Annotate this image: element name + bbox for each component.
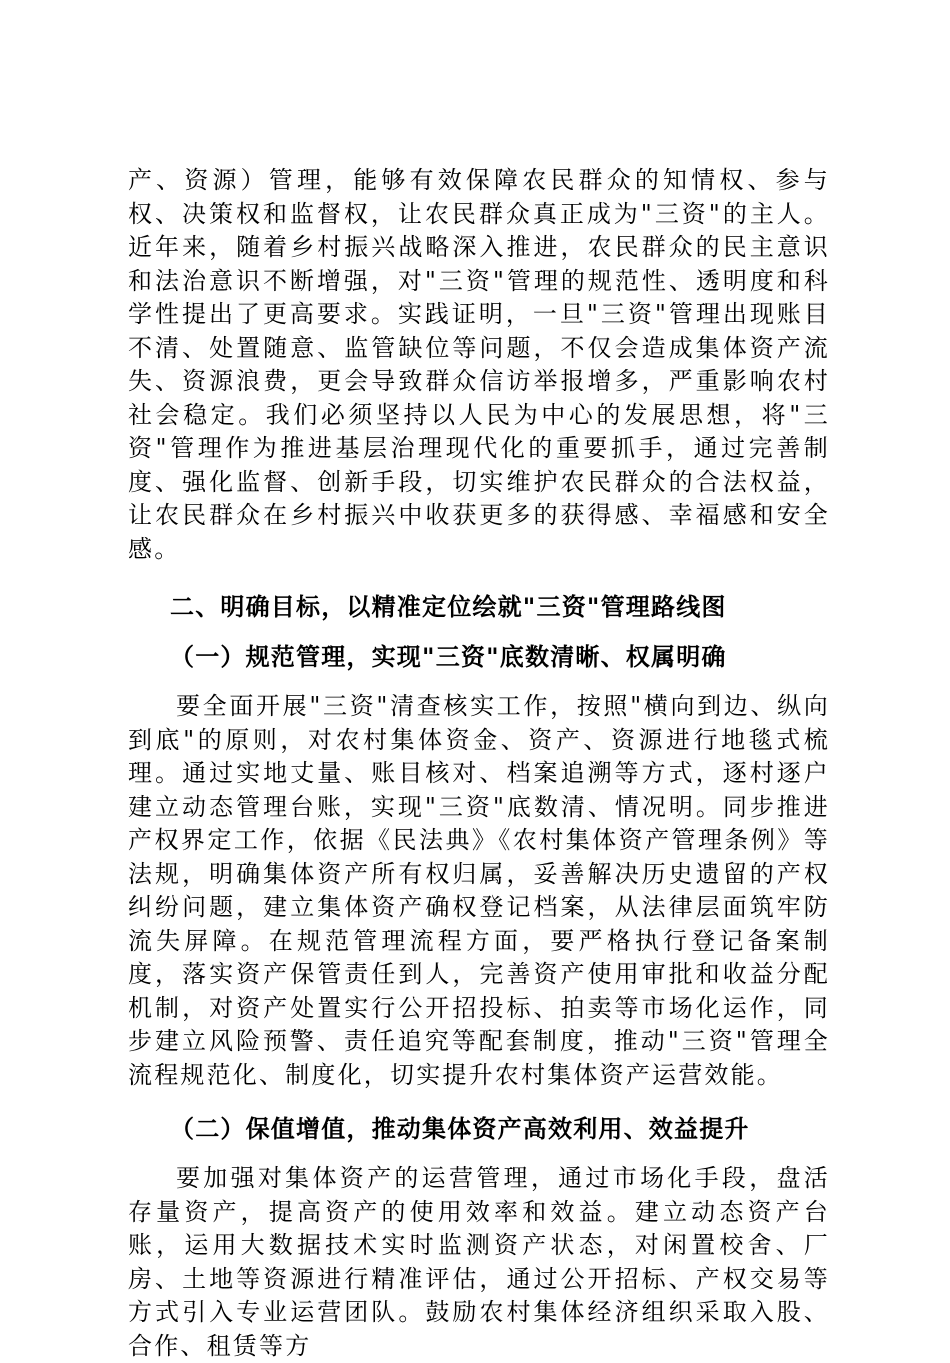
subsection-heading: （一）规范管理，实现"三资"底数清晰、权属明确 xyxy=(170,643,727,671)
body-paragraph: 产、资源）管理，能够有效保障农民群众的知情权、参与权、决策权和监督权，让农民群众真正成为"三资"的主人。近年来，随着乡村振兴战略深入推进，农民群众的民主意识和法治意识不断增强，对"三资"管理的规范性、透明度和科学性提出了更高要求。实践证明，一旦"三资"管理出现账目不清、处置随意、监管缺位等问题，不仅会造成集体资产流失、资源浪费，更会导致群众信访举报增多，严重影响农村社会稳定。我们必须坚持以人民为中心的发展思想，将"三资"管理作为推进基层治理现代化的重要抓手，通过完善制度、强化监督、创新手段，切实维护农民群众的合法权益，让农民群众在乡村振兴中收获更多的获得感、幸福感和安全感。 xyxy=(128,166,830,563)
body-paragraph: 要加强对集体资产的运营管理，通过市场化手段，盘活存量资产，提高资产的使用效率和效益。建立动态资产台账，运用大数据技术实时监测资产状态，对闲置校舍、厂房、土地等资源进行精准评估，通过公开招标、产权交易等方式引入专业运营团队。鼓励农村集体经济组织采取入股、合作、租赁等方 xyxy=(128,1164,830,1360)
document-body xyxy=(128,164,830,1363)
body-paragraph: 要全面开展"三资"清查核实工作，按照"横向到边、纵向到底"的原则，对农村集体资金、资产、资源进行地毯式梳理。通过实地丈量、账目核对、档案追溯等方式，逐村逐户建立动态管理台账，实现"三资"底数清、情况明。同步推进产权界定工作，依据《民法典》《农村集体资产管理条例》等法规，明确集体资产所有权归属，妥善解决历史遗留的产权纠纷问题，建立集体资产确权登记档案，从法律层面筑牢防流失屏障。在规范管理流程方面，要严格执行登记备案制度，落实资产保管责任到人，完善资产使用审批和收益分配机制，对资产处置实行公开招投标、拍卖等市场化运作，同步建立风险预警、责任追究等配套制度，推动"三资"管理全流程规范化、制度化，切实提升农村集体资产运营效能。 xyxy=(128,692,830,1089)
subsection-heading: （二）保值增值，推动集体资产高效利用、效益提升 xyxy=(170,1115,750,1143)
section-heading: 二、明确目标，以精准定位绘就"三资"管理路线图 xyxy=(170,593,727,621)
